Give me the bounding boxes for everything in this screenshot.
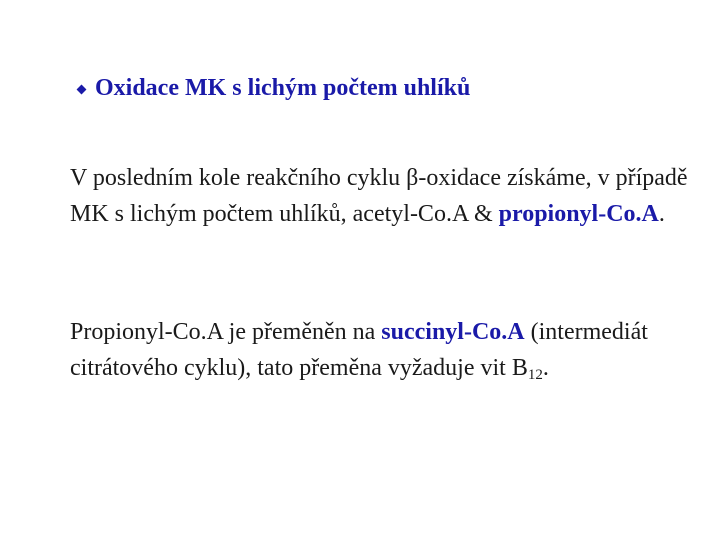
slide-title: Oxidace MK s lichým počtem uhlíků [95, 75, 471, 101]
paragraph-conversion [70, 314, 690, 386]
paragraph2-start: Propionyl-Co.A je přeměněn na [70, 319, 382, 345]
succinyl-coa-highlight: succinyl-Co.A [381, 319, 525, 345]
paragraph1-text: V posledním kole reakčního cyklu β-oxidace získáme, v případě MK s lichým počtem uhlíků, acetyl-Co.A & [70, 165, 688, 227]
vitamin-subscript: 12 [527, 367, 543, 383]
slide-title-row [78, 72, 470, 104]
paragraph-beta-oxidation [70, 160, 690, 232]
paragraph1-end: . [658, 201, 665, 227]
paragraph2-end: . [542, 355, 549, 381]
paragraph2-middle: (intermediát citrátového cyklu), tato přeměna vyžaduje vit B [70, 319, 648, 381]
diamond-bullet-icon [77, 84, 87, 94]
propionyl-coa-highlight: propionyl-Co.A [498, 201, 659, 227]
